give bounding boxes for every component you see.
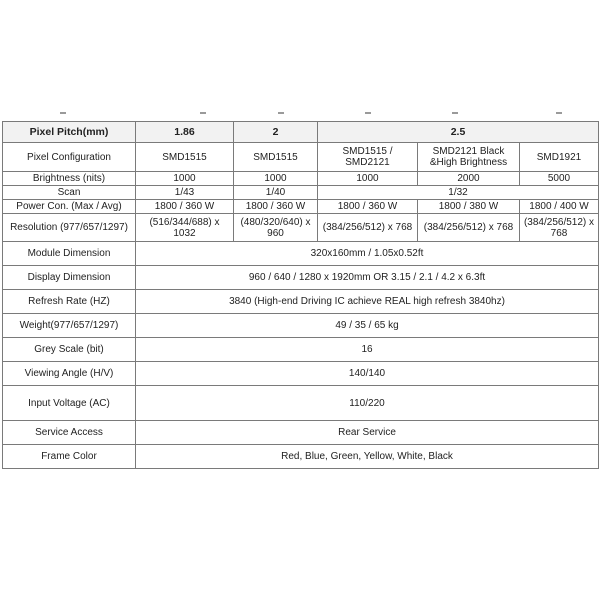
cell: SMD1515	[136, 143, 234, 172]
header-label: Pixel Pitch(mm)	[3, 122, 136, 143]
row-resolution	[3, 214, 599, 242]
cell: 1000	[136, 172, 234, 186]
row-label: Pixel Configuration	[3, 143, 136, 172]
row-label: Scan	[3, 186, 136, 200]
spec-table	[2, 121, 599, 469]
cell: 1800 / 380 W	[418, 200, 520, 214]
cell: SMD1515	[234, 143, 318, 172]
row-refresh	[3, 290, 599, 314]
cell: 1/40	[234, 186, 318, 200]
cell: 5000	[520, 172, 599, 186]
pitch-1: 1.86	[136, 122, 234, 143]
row-label: Service Access	[3, 421, 136, 445]
row-label: Brightness (nits)	[3, 172, 136, 186]
row-label: Module Dimension	[3, 242, 136, 266]
cell: 49 / 35 / 65 kg	[136, 314, 599, 338]
cell: 1000	[234, 172, 318, 186]
row-weight	[3, 314, 599, 338]
row-label: Frame Color	[3, 445, 136, 469]
row-config	[3, 143, 599, 172]
pitch-2: 2	[234, 122, 318, 143]
cell: 16	[136, 338, 599, 362]
row-brightness	[3, 172, 599, 186]
row-label: Display Dimension	[3, 266, 136, 290]
row-power	[3, 200, 599, 214]
cell: 1800 / 360 W	[136, 200, 234, 214]
cell: 140/140	[136, 362, 599, 386]
row-module	[3, 242, 599, 266]
cell: 1000	[318, 172, 418, 186]
cell: Rear Service	[136, 421, 599, 445]
cell: (384/256/512) x 768	[520, 214, 599, 242]
row-label: Viewing Angle (H/V)	[3, 362, 136, 386]
row-scan	[3, 186, 599, 200]
row-label: Refresh Rate (HZ)	[3, 290, 136, 314]
cell: (384/256/512) x 768	[318, 214, 418, 242]
cell: 3840 (High-end Driving IC achieve REAL high refresh 3840hz)	[136, 290, 599, 314]
row-label: Grey Scale (bit)	[3, 338, 136, 362]
header-row	[3, 122, 599, 143]
cell: SMD2121 Black &High Brightness	[418, 143, 520, 172]
row-voltage	[3, 386, 599, 421]
row-label: Power Con. (Max / Avg)	[3, 200, 136, 214]
cell: 110/220	[136, 386, 599, 421]
cell: (480/320/640) x 960	[234, 214, 318, 242]
cell: (516/344/688) x 1032	[136, 214, 234, 242]
cell: Red, Blue, Green, Yellow, White, Black	[136, 445, 599, 469]
cell: 1800 / 360 W	[318, 200, 418, 214]
cell: SMD1515 / SMD2121	[318, 143, 418, 172]
cell: 2000	[418, 172, 520, 186]
pitch-3: 2.5	[318, 122, 599, 143]
row-label: Input Voltage (AC)	[3, 386, 136, 421]
row-label: Resolution (977/657/1297)	[3, 214, 136, 242]
row-display	[3, 266, 599, 290]
cell: 960 / 640 / 1280 x 1920mm OR 3.15 / 2.1 / 4.2 x 6.3ft	[136, 266, 599, 290]
row-grey	[3, 338, 599, 362]
row-service	[3, 421, 599, 445]
cell: 1/32	[318, 186, 599, 200]
cell: 1/43	[136, 186, 234, 200]
row-frame	[3, 445, 599, 469]
cropped-header-marks	[0, 112, 600, 118]
row-viewing	[3, 362, 599, 386]
cell: 1800 / 400 W	[520, 200, 599, 214]
cell: 1800 / 360 W	[234, 200, 318, 214]
cell: (384/256/512) x 768	[418, 214, 520, 242]
cell: SMD1921	[520, 143, 599, 172]
cell: 320x160mm / 1.05x0.52ft	[136, 242, 599, 266]
row-label: Weight(977/657/1297)	[3, 314, 136, 338]
